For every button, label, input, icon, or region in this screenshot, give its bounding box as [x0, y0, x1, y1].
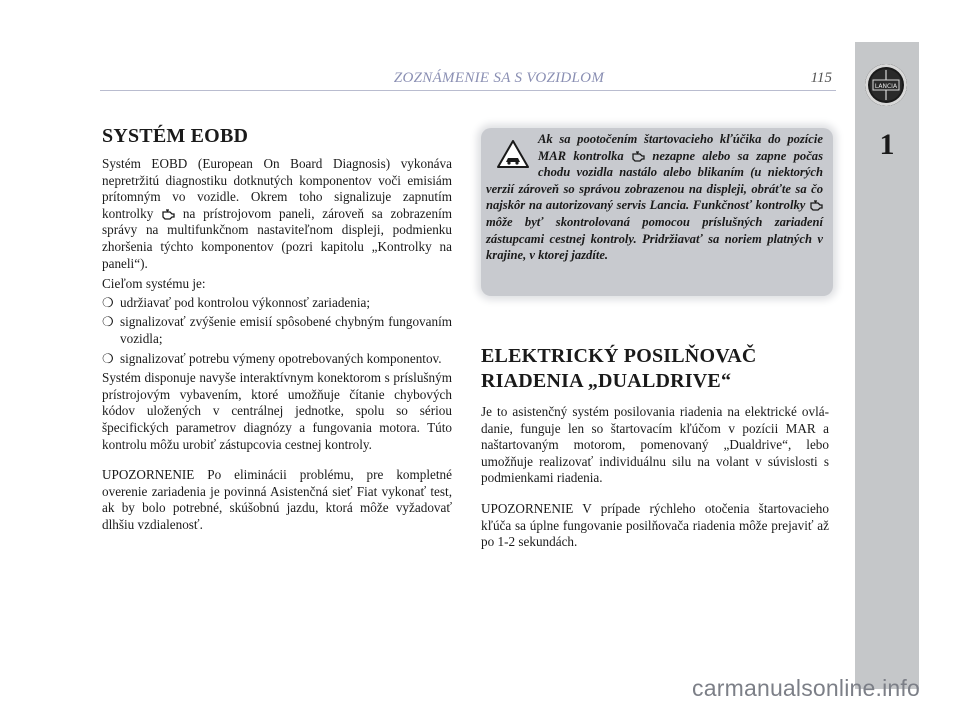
warning-text-c: môže byť skontrolovaná pomocou príslušných zariadení zástupcami cestnej kontroly. Pridržiavať sa noriem platných v krajine, v ktorej jazdíte. [486, 214, 823, 263]
eobd-intro-text-a: Systém EOBD (European On Board Diagnosis) vykonáva nepretržitú diagnostiku dotknutých komponentov voči emisiám prítomným vo vozidle. Okrem toho signalizuje zapnutím kontrolky [102, 156, 452, 221]
eobd-goal-list [102, 295, 452, 367]
bullet-icon: ❍ [102, 314, 114, 330]
warning-text-a: Ak sa pootočením štartovacieho kľúčika do pozície MAR kontrolka [538, 132, 823, 163]
eobd-intro-paragraph [102, 156, 452, 272]
eobd-connector-paragraph: Systém disponuje navyše interaktívnym konektorom s príslušným prístrojovým vybavením, ktoré umožňuje čítanie chybových kódov uložených v centrálnej jednotke, spolu so sériou špecifických parametrov diagnózy a fungovania motora. Túto kontrolu môžu urobiť zástupcovia cestnej kontroly. [102, 370, 452, 452]
left-column [102, 124, 452, 533]
logo-text: LANCIA [874, 83, 898, 90]
dualdrive-paragraph: Je to asistenčný systém posilovania riadenia na elektrické ovládanie, funguje len so štartovacím kľúčom v pozícii MAR a naštartovaným motorom, pomenovaný „Dualdrive“, lebo umožňuje realizovať individuálnu silu na volant v súvislosti s podmienkami riadenia. [481, 404, 829, 486]
dualdrive-heading-line1: ELEKTRICKÝ POSILŇOVAČ [481, 345, 757, 367]
warning-text [486, 131, 823, 264]
lancia-shield-icon [865, 64, 907, 106]
list-item: ❍ signalizovať potrebu výmeny opotrebovaných komponentov. [102, 350, 442, 366]
header-rule [100, 90, 836, 91]
right-column [481, 344, 829, 551]
dualdrive-heading-line2: RIADENIA „DUALDRIVE“ [481, 370, 732, 392]
bullet-icon: ❍ [102, 294, 114, 310]
warning-text-b: nezapne alebo sa zapne počas chodu vozidla nastálo alebo blikaním (u niektorých verzií zároveň so správou zobrazenou na displeji, obráťte sa čo najskôr na autorizovaný servis Lancia. Funkčnosť kontrolky [486, 148, 823, 213]
section-heading-dualdrive [481, 344, 829, 394]
running-header: ZOZNÁMENIE SA S VOZIDLOM [393, 70, 605, 86]
watermark: carmanualsonline.info [692, 675, 920, 701]
engine-warning-icon [161, 209, 175, 220]
engine-warning-icon [809, 200, 823, 211]
eobd-note-paragraph: UPOZORNENIE Po eliminácii problému, pre kompletné overenie zariadenia je povinná Asistenčná sieť Fiat vykonať test, ak by bolo potrebné, skúšobnú jazdu, ktorá môže vyžadovať dlhšiu vzdialenosť. [102, 467, 452, 532]
list-item: ❍ signalizovať zvýšenie emisií spôsobené chybným fungovaním vozidla; [102, 314, 452, 346]
lancia-logo [865, 64, 907, 106]
eobd-goal-lead: Cieľom systému je: [102, 276, 206, 292]
bullet-icon: ❍ [102, 350, 114, 366]
section-heading-eobd: SYSTÉM EOBD [102, 125, 249, 147]
eobd-intro-text-b: na prístrojovom paneli, zároveň sa zobrazením správy na multifunkčnom nastaviteľnom displeji, podmienku zhoršenia týchto komponentov (pozri kapitolu „Kontrolky na paneli“). [102, 205, 453, 271]
dualdrive-note-paragraph: UPOZORNENIE V prípade rýchleho otočenia štartovacieho kľúča sa úplne fungovanie posilňovača riadenia môže prejaviť až po 1-2 sekundách. [481, 500, 829, 550]
list-item: ❍ udržiavať pod kontrolou výkonnosť zariadenia; [102, 294, 371, 310]
page-number: 115 [810, 70, 832, 86]
chapter-number: 1 [879, 128, 895, 161]
engine-warning-icon [631, 151, 645, 162]
